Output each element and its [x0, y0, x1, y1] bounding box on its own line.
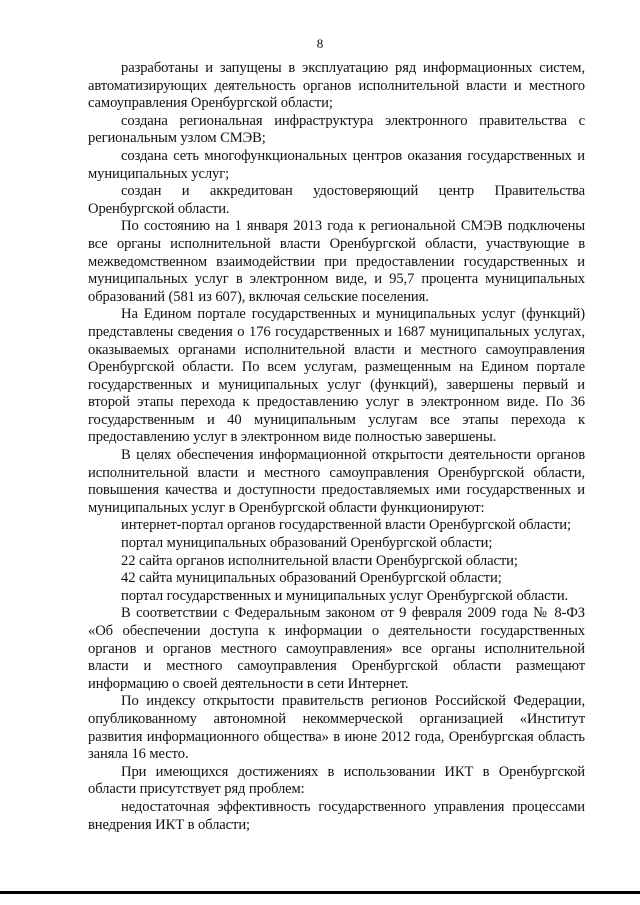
document-body [88, 60, 585, 834]
paragraph-problems-intro: При имеющихся достижениях в использовании ИКТ в Оренбургской области присутствует ряд проблем: [88, 763, 585, 798]
paragraph-problem-item: недостаточная эффективность государственного управления процессами внедрения ИКТ в области; [88, 798, 585, 833]
paragraph-certification-center-list-item: создан и аккредитован удостоверяющий центр Правительства Оренбургской области. [88, 183, 585, 217]
paragraph-federal-law: В соответствии с Федеральным законом от 9 февраля 2009 года № 8-ФЗ «Об обеспечении доступа к информации о деятельности государственных органов и органов местного самоуправления» все органы исполнительной власти и местного самоуправления Оренбургской области размещают информацию о своей деятельности в сети Интернет. [88, 605, 585, 692]
bottom-scan-border [0, 891, 640, 894]
paragraph-mfc-list-item: создана сеть многофункциональных центров оказания государственных и муниципальных услуг; [88, 147, 585, 182]
paragraph-systems-list-item: разработаны и запущены в эксплуатацию ряд информационных систем, автоматизирующих деятельность органов исполнительной власти и местного самоуправления Оренбургской области; [88, 60, 585, 112]
paragraph-municipal-sites-item: 42 сайта муниципальных образований Оренбургской области; [121, 570, 502, 587]
paragraph-municipal-portal-item: портал муниципальных образований Оренбургской области; [121, 535, 493, 552]
paragraph-openness-index: По индексу открытости правительств регионов Российской Федерации, опубликованному автономной некоммерческой организацией «Институт развития информационного общества» в июне 2012 года, Оренбургская область заняла 16 место. [88, 693, 585, 763]
paragraph-executive-sites-item: 22 сайта органов исполнительной власти Оренбургской области; [121, 552, 518, 569]
paragraph-services-portal-item: портал государственных и муниципальных услуг Оренбургской области. [121, 587, 569, 604]
paragraph-internet-portal-item: интернет-портал органов государственной власти Оренбургской области; [121, 517, 571, 534]
page-number: 8 [316, 36, 324, 51]
paragraph-infrastructure-list-item: создана региональная инфраструктура электронного правительства с региональным узлом СМЭВ; [88, 112, 585, 147]
paragraph-smev-status: По состоянию на 1 января 2013 года к региональной СМЭВ подключены все органы исполнительной власти Оренбургской области, участвующие в межведомственном взаимодействии при предоставлении государственных и муниципальных услуг в электронном виде, и 95,7 процента муниципальных образований (581 из 607), включая сельские поселения. [88, 218, 585, 305]
paragraph-unified-portal: На Едином портале государственных и муниципальных услуг (функций) представлены сведения о 176 государственных и 1687 муниципальных услугах, оказываемых органами исполнительной власти и местного самоуправления Оренбургской области. По всем услугам, размещенным на Едином портале государственных и муниципальных услуг (функций), завершены первый и второй этапы перехода к предоставлению услуг в электронном виде. По 36 государственным и 40 муниципальным услугам все этапы перехода к предоставлению услуг в электронном виде полностью завершены. [88, 306, 585, 446]
paragraph-openness-intro: В целях обеспечения информационной открытости деятельности органов исполнительной власти и местного самоуправления Оренбургской области, повышения качества и доступности предоставляемых ими государственных и муниципальных услуг в Оренбургской области функционируют: [88, 447, 585, 516]
